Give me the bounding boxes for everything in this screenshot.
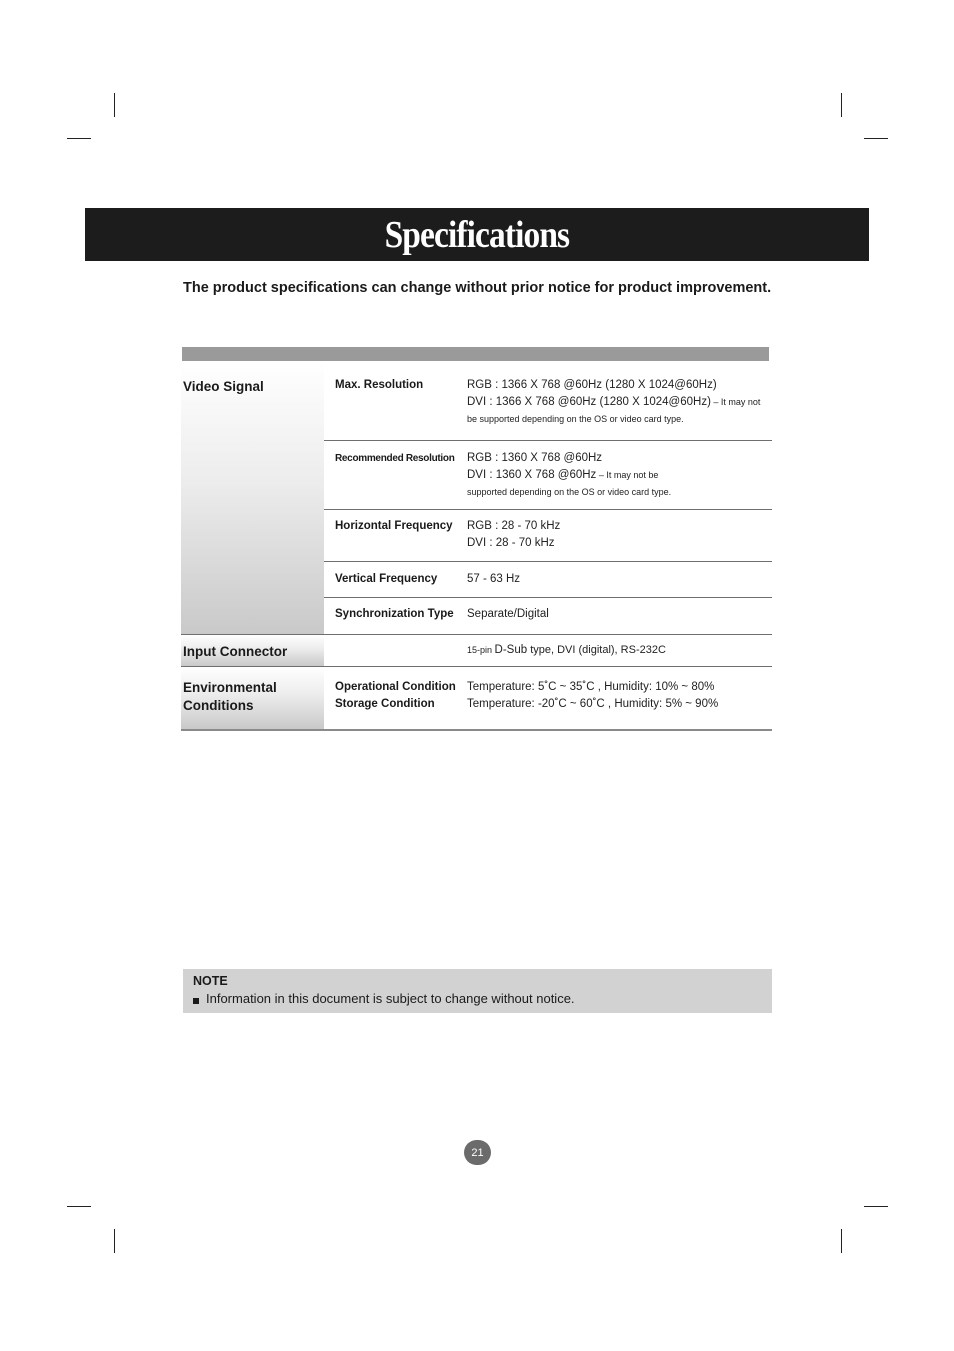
note-text: Information in this document is subject to change without notice.	[206, 991, 575, 1006]
value-line: supported depending on the OS or video card type.	[467, 487, 672, 497]
spec-rows	[324, 361, 772, 634]
row-label: Recommended Resolution	[335, 453, 455, 464]
row-label	[324, 642, 467, 665]
row-label: Operational Condition	[335, 681, 456, 693]
row-value: Separate/Digital	[467, 608, 549, 620]
spec-row-horizontal-frequency	[324, 510, 772, 562]
row-value: 57 - 63 Hz	[467, 573, 521, 585]
spec-rows	[324, 635, 772, 666]
title-banner	[85, 208, 869, 261]
crop-mark	[841, 1229, 842, 1253]
category-label: Environmental Conditions	[181, 667, 324, 729]
category-label: Input Connector	[181, 635, 324, 666]
note-item	[193, 991, 575, 1006]
spec-row-storage	[324, 696, 772, 713]
row-label: Max. Resolution	[335, 379, 424, 391]
crop-mark	[841, 93, 842, 117]
row-value	[467, 518, 772, 561]
spec-table	[181, 361, 772, 731]
spec-row-recommended-resolution	[324, 441, 772, 510]
row-value: Temperature: 5˚C ~ 35˚C , Humidity: 10% ~ 80%	[467, 681, 715, 693]
row-value: Temperature: -20˚C ~ 60˚C , Humidity: 5% ~ 90%	[467, 698, 719, 710]
row-value	[467, 377, 772, 440]
value-line: DVI : 1360 X 768 @60Hz – It may not be	[467, 469, 659, 481]
spec-row-max-resolution	[324, 361, 772, 441]
row-value: 15-pin D-Sub type, DVI (digital), RS-232C	[467, 644, 666, 656]
row-label: Vertical Frequency	[335, 573, 438, 585]
crop-mark	[67, 138, 91, 139]
spec-row-input	[324, 635, 772, 665]
note-title: NOTE	[193, 974, 228, 988]
spec-group-environmental	[181, 667, 772, 731]
page-title: Specifications	[384, 213, 570, 256]
intro-text: The product specifications can change without prior notice for product improvement.	[183, 280, 772, 296]
value-line: RGB : 1360 X 768 @60Hz	[467, 452, 603, 464]
crop-mark	[114, 1229, 115, 1253]
value-line: RGB : 1366 X 768 @60Hz (1280 X 1024@60Hz)	[467, 379, 717, 391]
value-line: be supported depending on the OS or video card type.	[467, 414, 684, 424]
value-line: RGB : 28 - 70 kHz	[467, 520, 561, 532]
crop-mark	[864, 138, 888, 139]
spec-row-vertical-frequency	[324, 562, 772, 598]
row-label: Horizontal Frequency	[335, 520, 453, 532]
category-label: Video Signal	[181, 361, 324, 634]
row-label: Storage Condition	[335, 698, 435, 710]
crop-mark	[114, 93, 115, 117]
value-line: DVI : 28 - 70 kHz	[467, 537, 555, 549]
value-line: DVI : 1366 X 768 @60Hz (1280 X 1024@60Hz) – It may not	[467, 396, 761, 408]
row-label: Synchronization Type	[335, 608, 454, 620]
crop-mark	[67, 1206, 91, 1207]
note-box	[183, 969, 772, 1013]
page-number: 21	[464, 1140, 491, 1165]
row-value	[467, 450, 772, 509]
spec-group-video-signal	[181, 361, 772, 635]
spec-rows	[324, 667, 772, 729]
spec-table-header	[182, 347, 769, 361]
spec-row-sync-type	[324, 598, 772, 633]
spec-group-input-connector	[181, 635, 772, 667]
bullet-icon	[193, 998, 199, 1004]
crop-mark	[864, 1206, 888, 1207]
spec-row-operational	[324, 667, 772, 696]
